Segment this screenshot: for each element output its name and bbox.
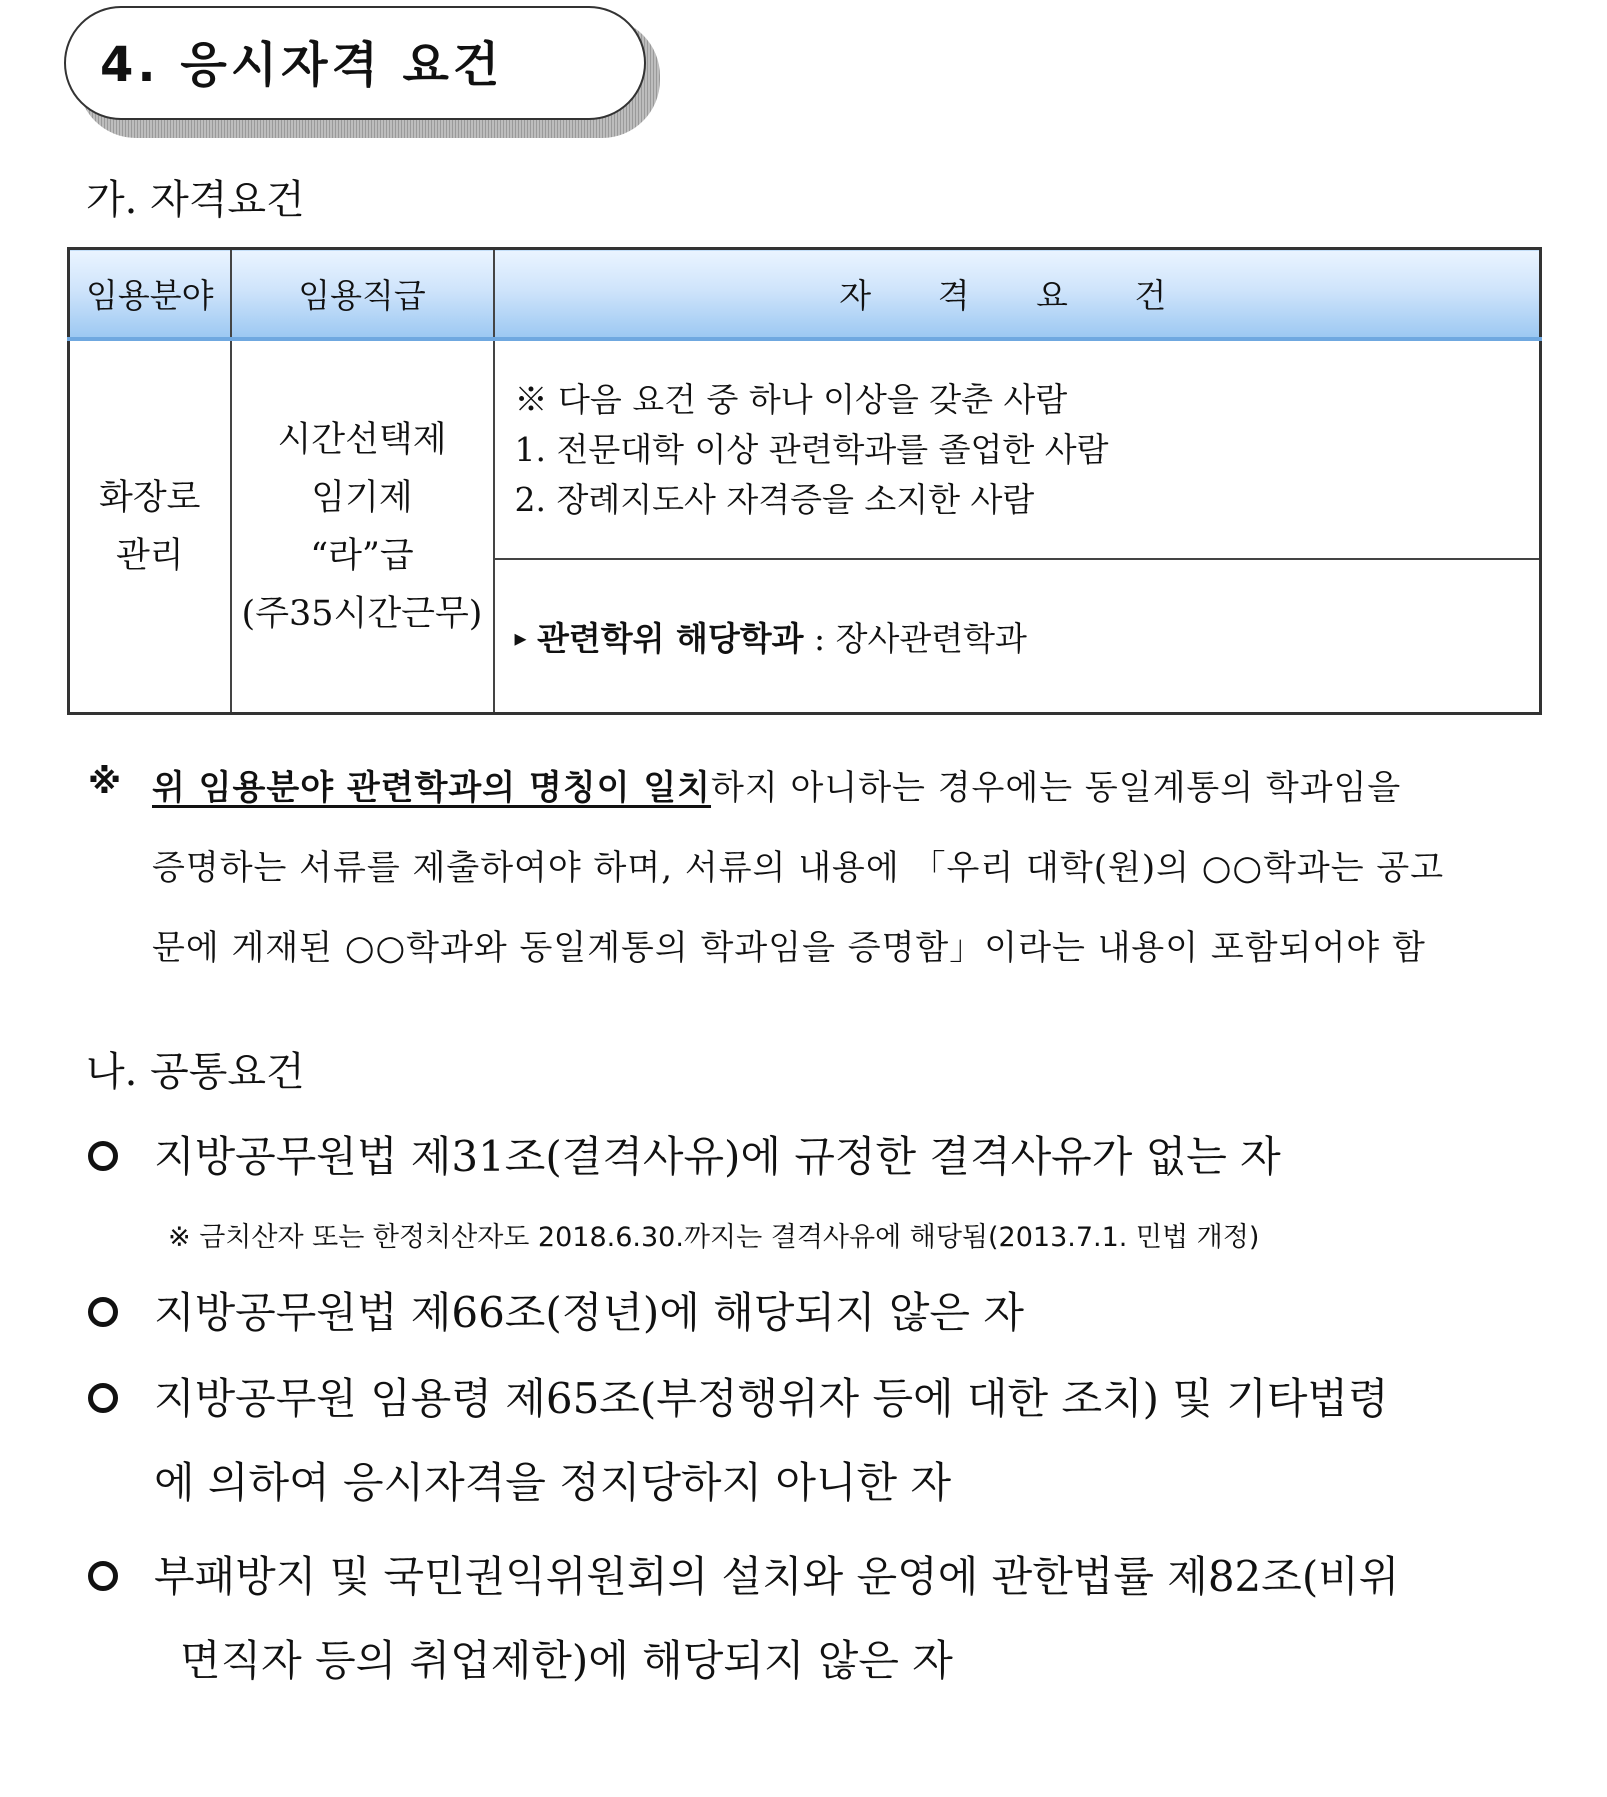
header-requirements: 자 격 요 건 [494, 249, 1541, 340]
common-item-2-text: 지방공무원법 제66조(정년)에 해당되지 않은 자 [154, 1288, 1024, 1337]
note-line-2: 증명하는 서류를 제출하여야 하며, 서류의 내용에 「우리 대학(원)의 ○○학과는 공고 [152, 848, 1445, 888]
subsection-title-common: 나. 공통요건 [86, 1049, 305, 1095]
section-title: 4. 응시자격 요건 [100, 37, 504, 93]
grade-line: 시간선택제 [277, 419, 447, 460]
common-item-3-text: 지방공무원 임용령 제65조(부정행위자 등에 대한 조치) 및 기타법령 [154, 1374, 1389, 1423]
circle-bullet-icon [88, 1561, 118, 1591]
grade-line: 임기제 [311, 477, 413, 518]
common-item-3-cont: 에 의하여 응시자격을 정지당하지 아니한 자 [154, 1458, 952, 1507]
note-line-1 [152, 760, 1401, 809]
circle-bullet-icon [88, 1383, 118, 1413]
requirement-item: ※ 다음 요건 중 하나 이상을 갖춘 사람 [514, 379, 1068, 419]
common-item-1-text: 지방공무원법 제31조(결격사유)에 규정한 결격사유가 없는 자 [154, 1132, 1281, 1181]
grade-line: (주35시간근무) [241, 593, 483, 634]
note-line-3: 문에 게재된 ○○학과와 동일계통의 학과임을 증명함」이라는 내용이 포함되어야 함 [152, 928, 1426, 968]
cell-grade [231, 339, 494, 714]
field-line: 화장로 [99, 477, 201, 518]
common-item-4 [88, 1544, 1399, 1604]
circle-bullet-icon [88, 1297, 118, 1327]
header-field: 임용분야 [69, 249, 231, 340]
common-item-1-note: ※ 금치산자 또는 한정치산자도 2018.6.30.까지는 결격사유에 해당됨(2013.7.1. 민법 개정) [168, 1222, 1260, 1253]
qualification-table [67, 247, 1542, 715]
table-header-row [69, 249, 1541, 340]
common-item-4-text: 부패방지 및 국민권익위원회의 설치와 운영에 관한법률 제82조(비위 [154, 1552, 1400, 1601]
common-item-4-cont: 면직자 등의 취업제한)에 해당되지 않은 자 [180, 1636, 953, 1685]
common-item-1 [88, 1124, 1281, 1184]
note-line-1-rest: 하지 아니하는 경우에는 동일계통의 학과임을 [711, 768, 1402, 808]
header-grade: 임용직급 [231, 249, 494, 340]
cell-related-dept [494, 559, 1541, 714]
requirement-item: 2. 장례지도사 자격증을 소지한 사람 [514, 479, 1035, 519]
subsection-title-qualifications: 가. 자격요건 [86, 177, 305, 223]
related-dept-label: 관련학위 해당학과 [537, 618, 804, 658]
note-emphasis: 위 임용분야 관련학과의 명칭이 일치 [152, 768, 712, 808]
requirement-item: 1. 전문대학 이상 관련학과를 졸업한 사람 [514, 429, 1109, 469]
field-line: 관리 [115, 535, 184, 576]
table-row [69, 339, 1541, 559]
grade-line: “라”급 [310, 535, 414, 576]
triangle-bullet-icon: ▸ [514, 623, 527, 652]
cell-field [69, 339, 231, 714]
common-item-3 [88, 1366, 1389, 1426]
related-dept-value: 장사관련학과 [835, 618, 1027, 658]
note-mark: ※ [88, 762, 122, 802]
cell-requirements [494, 339, 1541, 559]
related-dept-separator: : [803, 618, 836, 658]
circle-bullet-icon [88, 1141, 118, 1171]
common-item-2 [88, 1280, 1024, 1340]
